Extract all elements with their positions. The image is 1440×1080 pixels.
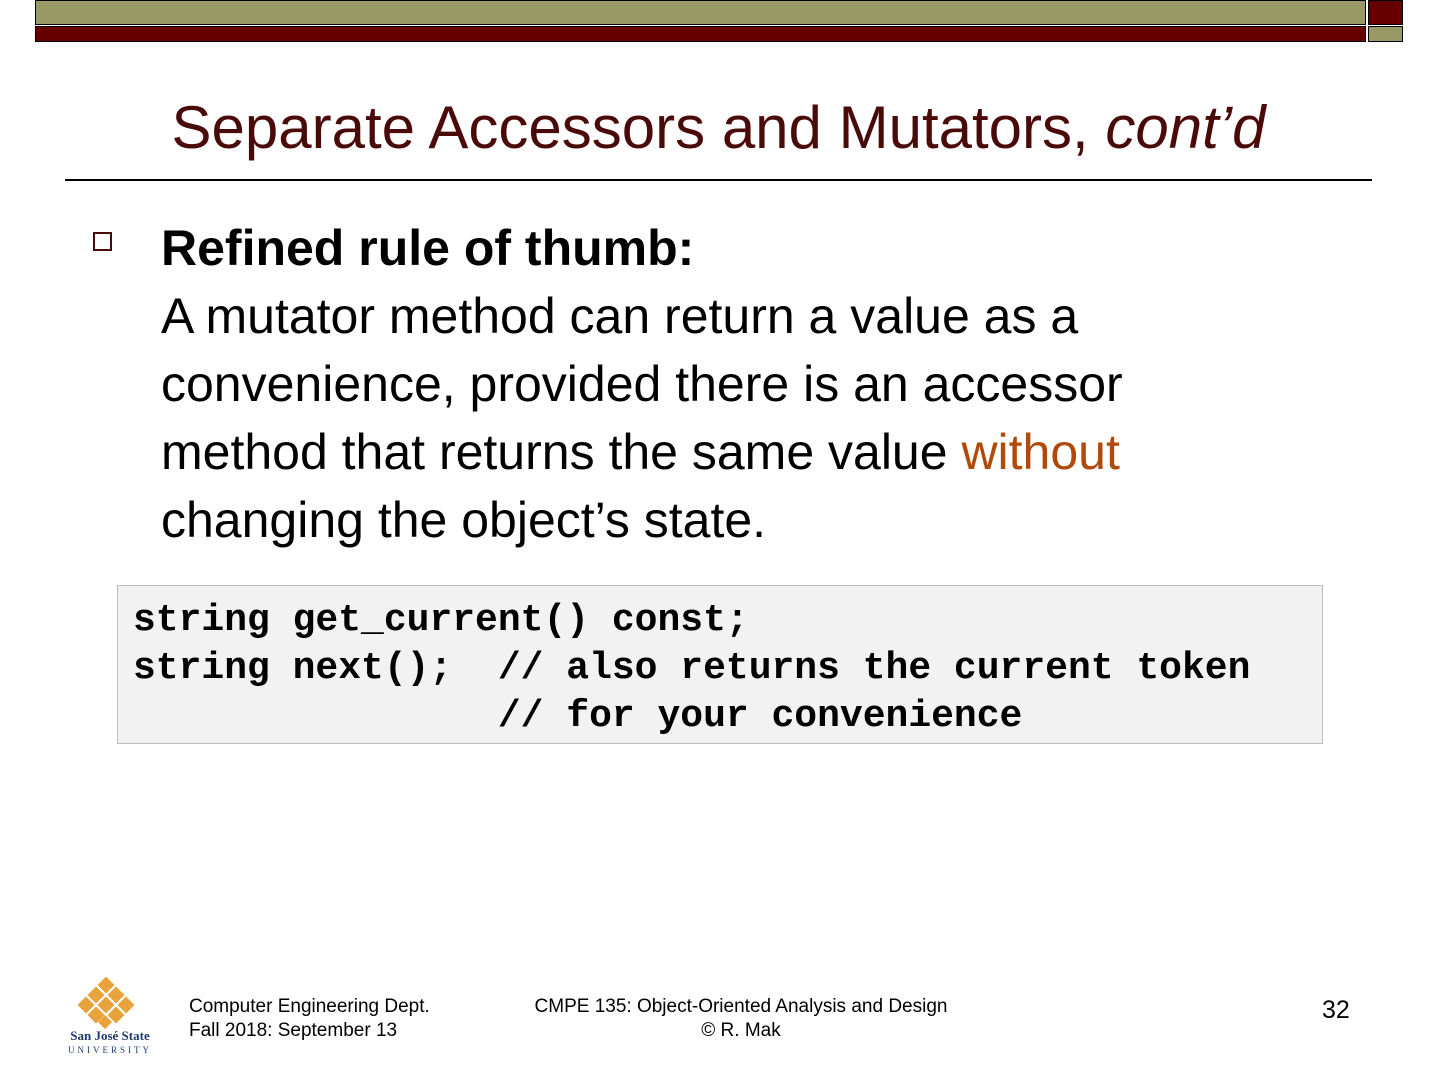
header-bar-olive <box>35 0 1366 25</box>
header-square-olive <box>1368 26 1403 42</box>
code-line: string get_current() const; <box>133 599 749 642</box>
footer-center <box>500 995 982 1043</box>
footer-course: CMPE 135: Object-Oriented Analysis and Design <box>534 996 948 1017</box>
footer-author: © R. Mak <box>701 1020 781 1041</box>
footer-date: Fall 2018: September 13 <box>189 1020 398 1041</box>
slide-title-italic: cont’d <box>1088 94 1266 161</box>
bullet-highlight: without <box>961 424 1120 480</box>
bullet-text <box>161 214 1301 554</box>
page-number: 32 <box>1322 996 1350 1024</box>
code-text <box>133 597 1250 741</box>
footer-left <box>189 995 430 1043</box>
bullet-heading: Refined rule of thumb: <box>161 220 695 276</box>
slide-title-main: Separate Accessors and Mutators, <box>171 94 1089 161</box>
code-line: string next(); // also returns the current token <box>133 647 1251 690</box>
footer-dept: Computer Engineering Dept. <box>189 996 430 1017</box>
logo-wordmark: San José State <box>70 1028 150 1043</box>
bullet-body-before: A mutator method can return a value as a convenience, provided there is an accessor method that returns the same value <box>161 288 1123 480</box>
slide-title <box>65 92 1372 164</box>
bullet-square-icon <box>93 232 112 251</box>
bullet-body-after: changing the object’s state. <box>161 492 767 548</box>
code-line: // for your convenience <box>133 695 1023 738</box>
logo-subtitle: UNIVERSITY <box>68 1045 152 1055</box>
header-square-maroon <box>1368 0 1403 25</box>
code-block <box>117 585 1323 744</box>
header-bar-maroon <box>35 26 1366 42</box>
title-divider <box>65 179 1372 181</box>
